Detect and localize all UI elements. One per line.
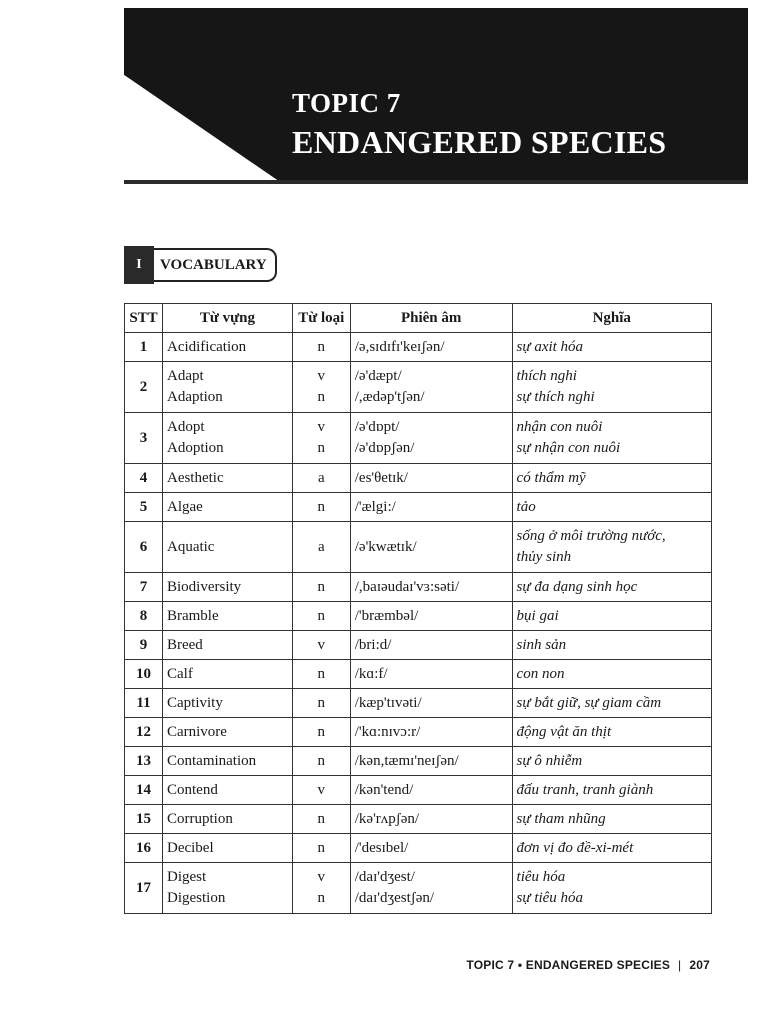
meaning: thích nghi [516,368,577,384]
vocabulary-word-cell [162,776,292,805]
vocabulary-word-cell [162,805,292,834]
vocabulary-word-cell [162,631,292,660]
row-number: 1 [125,333,163,362]
row-number: 8 [125,602,163,631]
table-row [125,493,712,522]
table-row [125,602,712,631]
meaning-cell [512,747,711,776]
pronunciation-cell [350,464,512,493]
pronunciation: /'kɑ:nɪvɔ:r/ [354,723,421,740]
topic-title: ENDANGERED SPECIES [292,124,667,160]
row-number: 5 [125,493,163,522]
header-pronunciation: Phiên âm [350,304,512,333]
part-of-speech-cell [292,863,350,914]
pronunciation-cell [350,834,512,863]
part-of-speech: n [317,890,326,906]
table-row [125,718,712,747]
vocabulary-word: Aquatic [166,538,215,555]
part-of-speech-cell [292,522,350,573]
vocabulary-word-cell [162,834,292,863]
vocabulary-word: Decibel [166,839,214,856]
row-number: 12 [125,718,163,747]
meaning: sự tham nhũng [516,810,606,827]
part-of-speech-cell [292,493,350,522]
row-number: 13 [125,747,163,776]
row-number: 7 [125,573,163,602]
meaning-cell [512,834,711,863]
vocabulary-word: Corruption [166,810,233,827]
pronunciation: /ə'dæpt/ [354,368,402,384]
meaning: sự axit hóa [516,338,584,355]
pronunciation: /kæp'tɪvəti/ [354,694,422,711]
row-number: 10 [125,660,163,689]
page-number: 207 [689,958,710,972]
table-row [125,413,712,464]
header-underline [124,180,748,184]
meaning: sự đa dạng sinh học [516,578,638,595]
table-row [125,362,712,413]
pronunciation: /,ædəp'tʃən/ [354,389,425,405]
part-of-speech: v [317,636,326,653]
part-of-speech: n [317,498,326,515]
pronunciation: /,baɪəudaɪ'vɜ:səti/ [354,578,460,595]
vocabulary-word-cell [162,689,292,718]
meaning-cell [512,689,711,718]
meaning-cell [512,522,711,573]
pronunciation-cell [350,602,512,631]
pronunciation-cell [350,573,512,602]
part-of-speech: n [317,694,326,711]
part-of-speech: a [317,538,325,555]
part-of-speech-cell [292,689,350,718]
pronunciation-cell [350,413,512,464]
meaning: tiêu hóa [516,869,566,885]
vocabulary-word-cell [162,464,292,493]
pronunciation-cell [350,493,512,522]
row-number: 2 [125,362,163,413]
vocabulary-word: Digestion [166,890,226,906]
vocabulary-word: Aesthetic [166,469,224,486]
vocabulary-table [124,303,712,914]
meaning-cell [512,573,711,602]
meaning-cell [512,602,711,631]
meaning: sinh sản [516,636,567,653]
pronunciation: /es'θetɪk/ [354,469,408,486]
part-of-speech-cell [292,631,350,660]
row-number: 6 [125,522,163,573]
section-label: VOCABULARY [154,248,277,282]
vocabulary-word: Biodiversity [166,578,242,595]
meaning: con non [516,665,565,682]
meaning: sự thích nghi [516,389,595,405]
meaning-cell [512,776,711,805]
pronunciation-cell [350,522,512,573]
meaning-cell [512,660,711,689]
topic-number: TOPIC 7 [292,88,401,118]
header-part-of-speech: Từ loại [292,304,350,333]
pronunciation-cell [350,718,512,747]
header-word: Từ vựng [162,304,292,333]
part-of-speech: v [317,368,326,384]
vocabulary-word-cell [162,493,292,522]
part-of-speech: v [317,869,326,885]
meaning-cell [512,631,711,660]
vocabulary-word-cell [162,660,292,689]
vocabulary-word-cell [162,522,292,573]
pronunciation-cell [350,362,512,413]
row-number: 4 [125,464,163,493]
table-row [125,522,712,573]
meaning-cell [512,464,711,493]
row-number: 17 [125,863,163,914]
part-of-speech: n [317,839,326,856]
table-row [125,689,712,718]
vocabulary-word-cell [162,863,292,914]
part-of-speech-cell [292,718,350,747]
meaning: sự tiêu hóa [516,890,584,906]
table-header-row [125,304,712,333]
pronunciation-cell [350,689,512,718]
part-of-speech: n [317,338,326,355]
vocabulary-word-cell [162,413,292,464]
pronunciation: /'bræmbəl/ [354,607,419,624]
vocabulary-word: Contamination [166,752,257,769]
table-row [125,631,712,660]
table-row [125,776,712,805]
meaning-cell [512,413,711,464]
row-number: 11 [125,689,163,718]
part-of-speech: n [317,723,326,740]
meaning-cell [512,718,711,747]
row-number: 15 [125,805,163,834]
part-of-speech: n [317,810,326,827]
vocabulary-word-cell [162,747,292,776]
row-number: 9 [125,631,163,660]
vocabulary-word: Adapt [166,368,204,384]
part-of-speech: n [317,752,326,769]
header-meaning: Nghĩa [512,304,711,333]
pronunciation: /ə'kwætɪk/ [354,538,417,555]
meaning: thủy sinh [516,549,572,565]
section-number-icon: I [124,246,154,284]
meaning-cell [512,863,711,914]
vocabulary-word: Contend [166,781,218,798]
pronunciation-cell [350,631,512,660]
part-of-speech: n [317,440,326,456]
vocabulary-word-cell [162,573,292,602]
pronunciation-cell [350,333,512,362]
meaning: nhận con nuôi [516,419,603,435]
pronunciation: /kən,tæmɪ'neɪʃən/ [354,752,459,769]
part-of-speech-cell [292,805,350,834]
part-of-speech: n [317,578,326,595]
meaning-cell [512,362,711,413]
pronunciation-cell [350,660,512,689]
meaning: sống ở môi trường nước, [516,528,666,544]
meaning-cell [512,333,711,362]
pronunciation-cell [350,776,512,805]
pronunciation: /ə'dɒpt/ [354,419,400,435]
meaning-cell [512,805,711,834]
vocabulary-word: Captivity [166,694,223,711]
pronunciation: /kə'rʌpʃən/ [354,810,420,827]
vocabulary-table-body [125,333,712,914]
vocabulary-word: Algae [166,498,203,515]
part-of-speech: n [317,665,326,682]
vocabulary-section-badge [124,246,277,284]
table-row [125,805,712,834]
vocabulary-word: Acidification [166,338,247,355]
table-row [125,660,712,689]
vocabulary-word: Calf [166,665,193,682]
vocabulary-word: Bramble [166,607,219,624]
row-number: 16 [125,834,163,863]
pronunciation-cell [350,863,512,914]
meaning: sự bắt giữ, sự giam cầm [516,694,662,711]
table-row [125,863,712,914]
part-of-speech-cell [292,464,350,493]
vocabulary-word: Breed [166,636,203,653]
part-of-speech-cell [292,776,350,805]
part-of-speech: v [317,781,326,798]
meaning: đấu tranh, tranh giành [516,781,654,798]
vocabulary-word-cell [162,362,292,413]
vocabulary-word: Adaption [166,389,223,405]
part-of-speech-cell [292,747,350,776]
footer-running-title: TOPIC 7 • ENDANGERED SPECIES [466,958,671,972]
meaning: tảo [516,498,536,515]
meaning-cell [512,493,711,522]
part-of-speech: n [317,389,326,405]
part-of-speech-cell [292,362,350,413]
pronunciation: /ə,sɪdɪfɪ'keɪʃən/ [354,338,445,355]
footer-separator: | [678,958,682,972]
meaning: có thẩm mỹ [516,469,586,486]
part-of-speech-cell [292,834,350,863]
table-row [125,464,712,493]
pronunciation: /'desɪbel/ [354,839,409,856]
vocabulary-word: Carnivore [166,723,227,740]
part-of-speech: a [317,469,325,486]
meaning: sự ô nhiễm [516,752,583,769]
part-of-speech-cell [292,660,350,689]
table-row [125,747,712,776]
part-of-speech-cell [292,602,350,631]
page-footer [466,958,710,972]
pronunciation: /kən'tend/ [354,781,414,798]
meaning: động vật ăn thịt [516,723,612,740]
vocabulary-word-cell [162,602,292,631]
vocabulary-word: Adopt [166,419,205,435]
pronunciation-cell [350,747,512,776]
part-of-speech-cell [292,333,350,362]
pronunciation: /daɪ'dʒestʃən/ [354,890,435,906]
pronunciation: /ə'dɒpʃən/ [354,440,415,456]
vocabulary-word-cell [162,333,292,362]
pronunciation: /bri:d/ [354,636,392,653]
vocabulary-word-cell [162,718,292,747]
table-row [125,834,712,863]
pronunciation: /'ælgi:/ [354,498,396,515]
pronunciation-cell [350,805,512,834]
part-of-speech: v [317,419,326,435]
vocabulary-word: Adoption [166,440,224,456]
vocabulary-word: Digest [166,869,207,885]
meaning: bụi gai [516,607,559,624]
part-of-speech-cell [292,413,350,464]
meaning: đơn vị đo đề-xi-mét [516,839,634,856]
meaning: sự nhận con nuôi [516,440,621,456]
part-of-speech-cell [292,573,350,602]
part-of-speech: n [317,607,326,624]
row-number: 3 [125,413,163,464]
pronunciation: /kɑ:f/ [354,665,388,682]
row-number: 14 [125,776,163,805]
table-row [125,333,712,362]
table-row [125,573,712,602]
pronunciation: /daɪ'dʒest/ [354,869,415,885]
header-stt: STT [125,304,163,333]
